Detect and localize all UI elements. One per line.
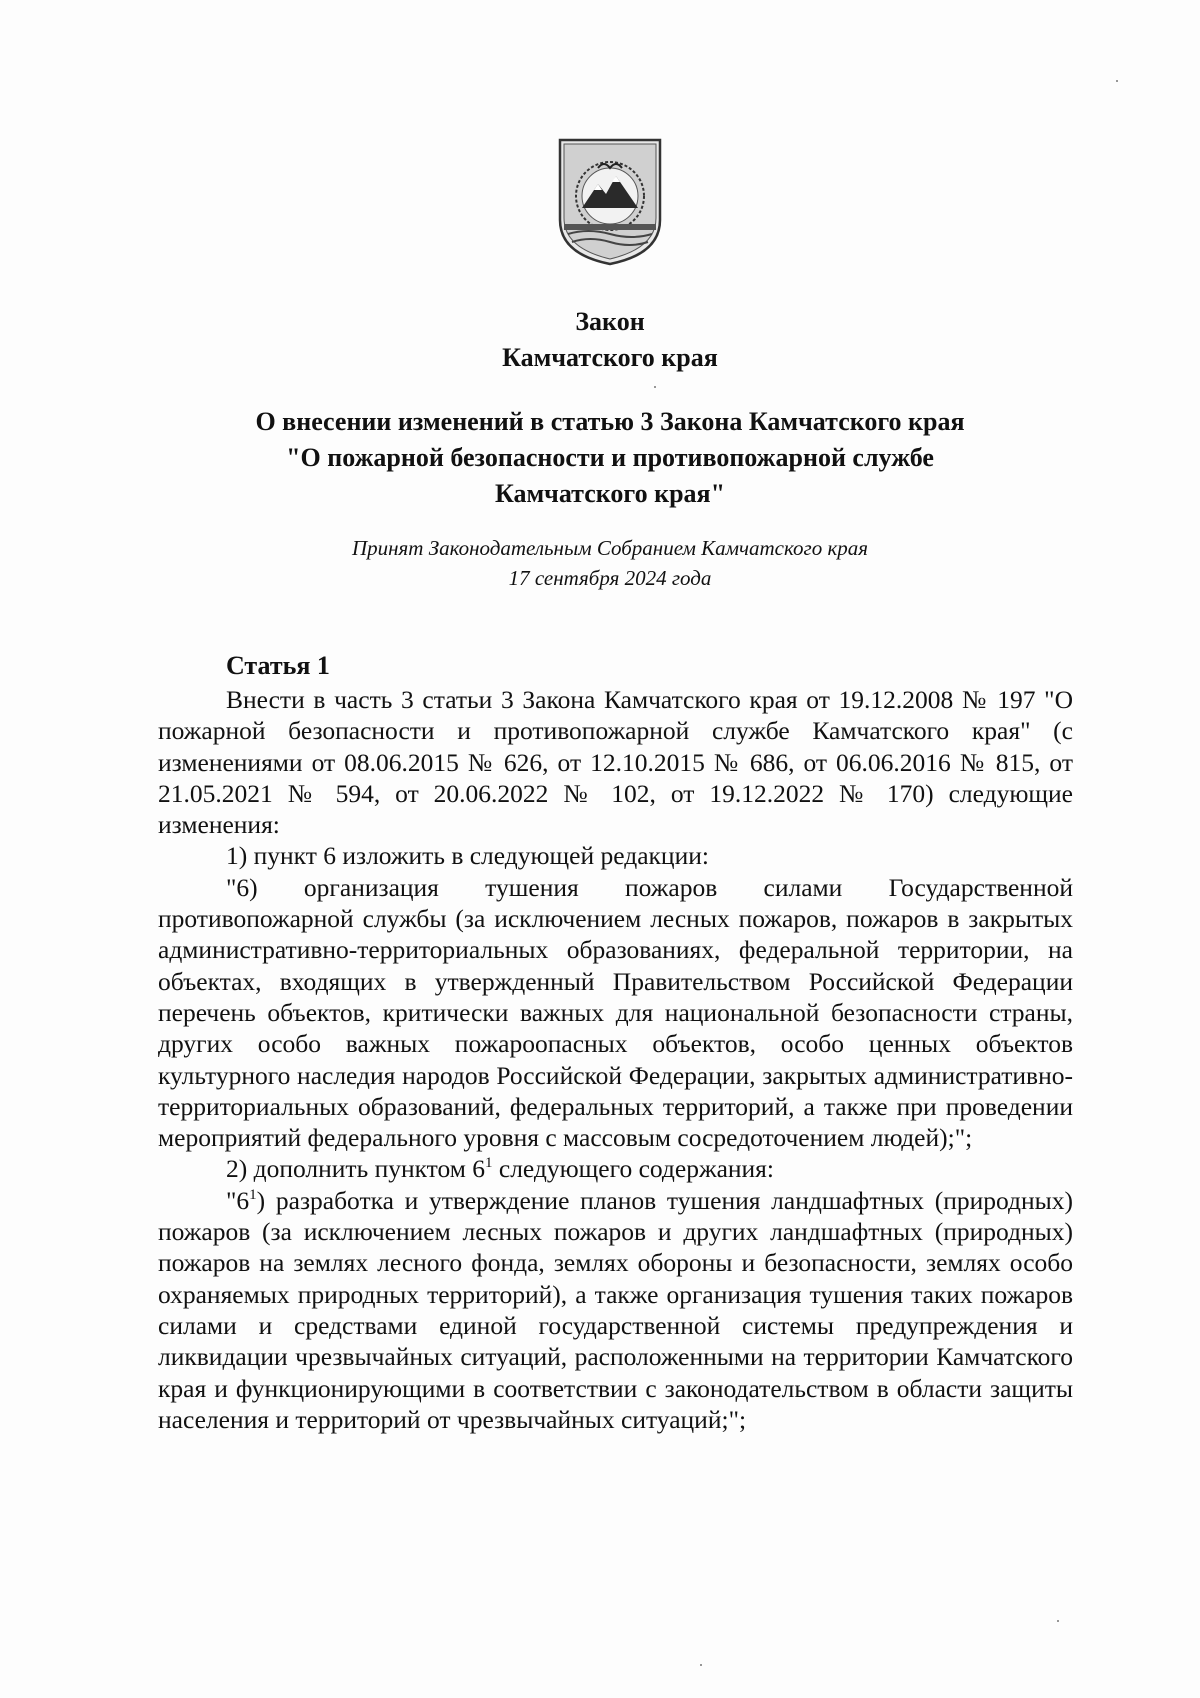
scan-speck: [700, 1664, 702, 1666]
article-intro-paragraph: Внести в часть 3 статьи 3 Закона Камчатского края от 19.12.2008 № 197 "О пожарной безопасности и противопожарной службе Камчатского края" (с изменениями от 08.06.2015 № 626, от 12.10.2015 № 686, от 06.06.2016 № 815, от 21.05.2021 № 594, от 20.06.2022 № 102, от 19.12.2022 № 170) следующие изменения:: [158, 685, 1073, 840]
law-heading-line1: Закон: [575, 307, 645, 336]
law-heading: [150, 304, 1070, 376]
item2-text-start: "6: [226, 1185, 250, 1215]
law-title-line1: О внесении изменений в статью 3 Закона Камчатского края: [255, 407, 965, 436]
adoption-line1: Принят Законодательным Собранием Камчатского края: [351, 536, 869, 560]
adoption-note: [150, 533, 1070, 593]
article-body: [158, 684, 1073, 1435]
scan-speck: [1057, 1620, 1059, 1622]
article-heading: Статья 1: [226, 651, 330, 680]
item2-text-body: ) разработка и утверждение планов тушения ландшафтных (природных) пожаров (за исключением лесных пожаров и других ландшафтных (природных) пожаров на землях лесного фонда, землях обороны и безопасности, землях особо охраняемых природных территорий), а также организация тушения таких пожаров силами и средствами единой государственной системы предупреждения и ликвидации чрезвычайных ситуаций, расположенными на территории Камчатского края и функционирующими в соответствии с законодательством в области защиты населения и территорий от чрезвычайных ситуаций;";: [158, 1185, 1073, 1434]
law-heading-line2: Камчатского края: [502, 343, 718, 372]
item1-lead-paragraph: 1) пункт 6 изложить в следующей редакции:: [226, 841, 709, 871]
scan-speck: [1116, 80, 1118, 82]
item2-lead-text-end: следующего содержания:: [492, 1154, 774, 1184]
item2-lead-superscript: 1: [485, 1155, 493, 1172]
item2-text-paragraph: [158, 1185, 1073, 1435]
law-title-line3: Камчатского края": [494, 479, 726, 508]
law-title-line2: "О пожарной безопасности и противопожарной службе: [286, 443, 934, 472]
scan-speck: [654, 386, 656, 388]
law-title: [150, 404, 1070, 512]
item2-lead-paragraph: [158, 1153, 1073, 1184]
item1-text-paragraph: "6) организация тушения пожаров силами Государственной противопожарной службы (за исключением лесных пожаров, пожаров в закрытых административно-территориальных образованиях, федеральной территории, на объектах, входящих в утвержденный Правительством Российской Федерации перечень объектов, критически важных для национальной безопасности страны, других особо важных пожароопасных объектов, особо ценных объектов культурного наследия народов Российской Федерации, закрытых административно-территориальных образований, федеральных территорий, а также при проведении мероприятий федерального уровня с массовым сосредоточением людей);";: [158, 872, 1073, 1153]
item2-lead-text: 2) дополнить пунктом 6: [226, 1154, 485, 1184]
adoption-date: 17 сентября 2024 года: [508, 566, 712, 590]
item2-text-superscript: 1: [249, 1186, 257, 1203]
kamchatka-coat-of-arms-icon: [558, 138, 662, 266]
